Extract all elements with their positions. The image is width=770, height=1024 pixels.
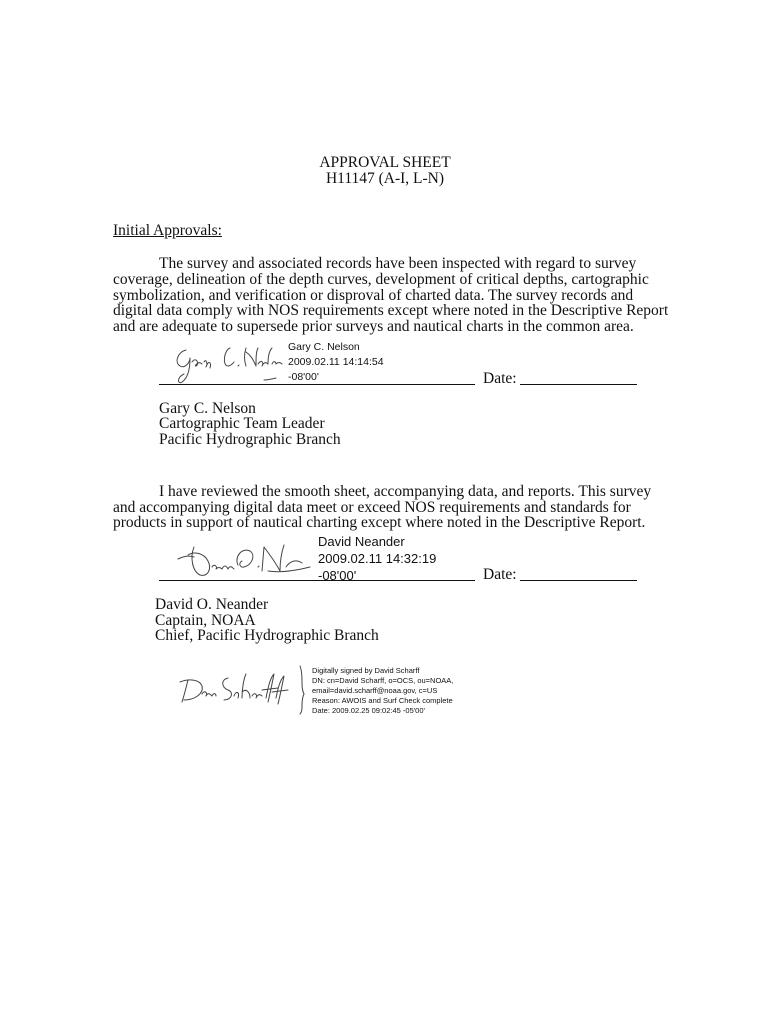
date-label: Date: [483,566,517,583]
signature-stamp-date: 2009.02.11 14:32:19 [318,551,437,566]
paragraph-line: I have reviewed the smooth sheet, accompanying data, and reports. This survey [159,483,652,500]
signatory-org: Chief, Pacific Hydrographic Branch [155,627,379,644]
signature-bracket [298,664,308,716]
digital-signature-line: Reason: AWOIS and Surf Check complete [312,696,453,705]
paragraph-line: symbolization, and verification or disproval of charted data. The survey records and [113,287,634,304]
signatory-name: Gary C. Nelson [159,400,256,417]
paragraph-line: The survey and associated records have been inspected with regard to survey [159,255,637,272]
date-line [520,384,637,385]
digital-signature-line: Digitally signed by David Scharff [312,666,420,675]
signatory-name: David O. Neander [155,596,269,613]
paragraph-line: products in support of nautical charting except where noted in the Descriptive Report. [113,514,646,531]
signatory-org: Pacific Hydrographic Branch [159,431,341,448]
paragraph-line: coverage, delineation of the depth curves, development of critical depths, cartographic [113,271,649,288]
digital-signature-line: DN: cn=David Scharff, o=OCS, ou=NOAA, [312,676,454,685]
signature-stamp-signer: David Neander [318,534,405,549]
signature-gary-nelson [172,340,282,388]
signature-david-scharff [176,668,288,710]
initial-approvals-heading: Initial Approvals: [113,222,222,239]
paragraph-line: and accompanying digital data meet or exceed NOS requirements and standards for [113,499,631,516]
signature-stamp-date: 2009.02.11 14:14:54 [288,356,384,368]
date-label: Date: [483,370,517,387]
paragraph-line: and are adequate to supersede prior surveys and nautical charts in the common area. [113,318,634,335]
signature-line [159,384,475,385]
signatory-title: Captain, NOAA [155,612,256,629]
date-line [520,580,637,581]
signatory-title: Cartographic Team Leader [159,415,325,432]
survey-id: H11147 (A-I, L-N) [325,170,445,187]
signature-stamp-tz: -08'00' [318,568,357,583]
signature-line [159,580,475,581]
page-title: APPROVAL SHEET [319,154,451,171]
signature-david-neander [172,537,312,581]
digital-signature-line: email=david.scharff@noaa.gov, c=US [312,686,438,695]
paragraph-line: digital data comply with NOS requirements except where noted in the Descriptive Report [113,302,669,319]
digital-signature-line: Date: 2009.02.25 09:02:45 -05'00' [312,706,425,715]
signature-stamp-tz: -08'00' [288,371,319,383]
signature-stamp-signer: Gary C. Nelson [288,341,360,353]
